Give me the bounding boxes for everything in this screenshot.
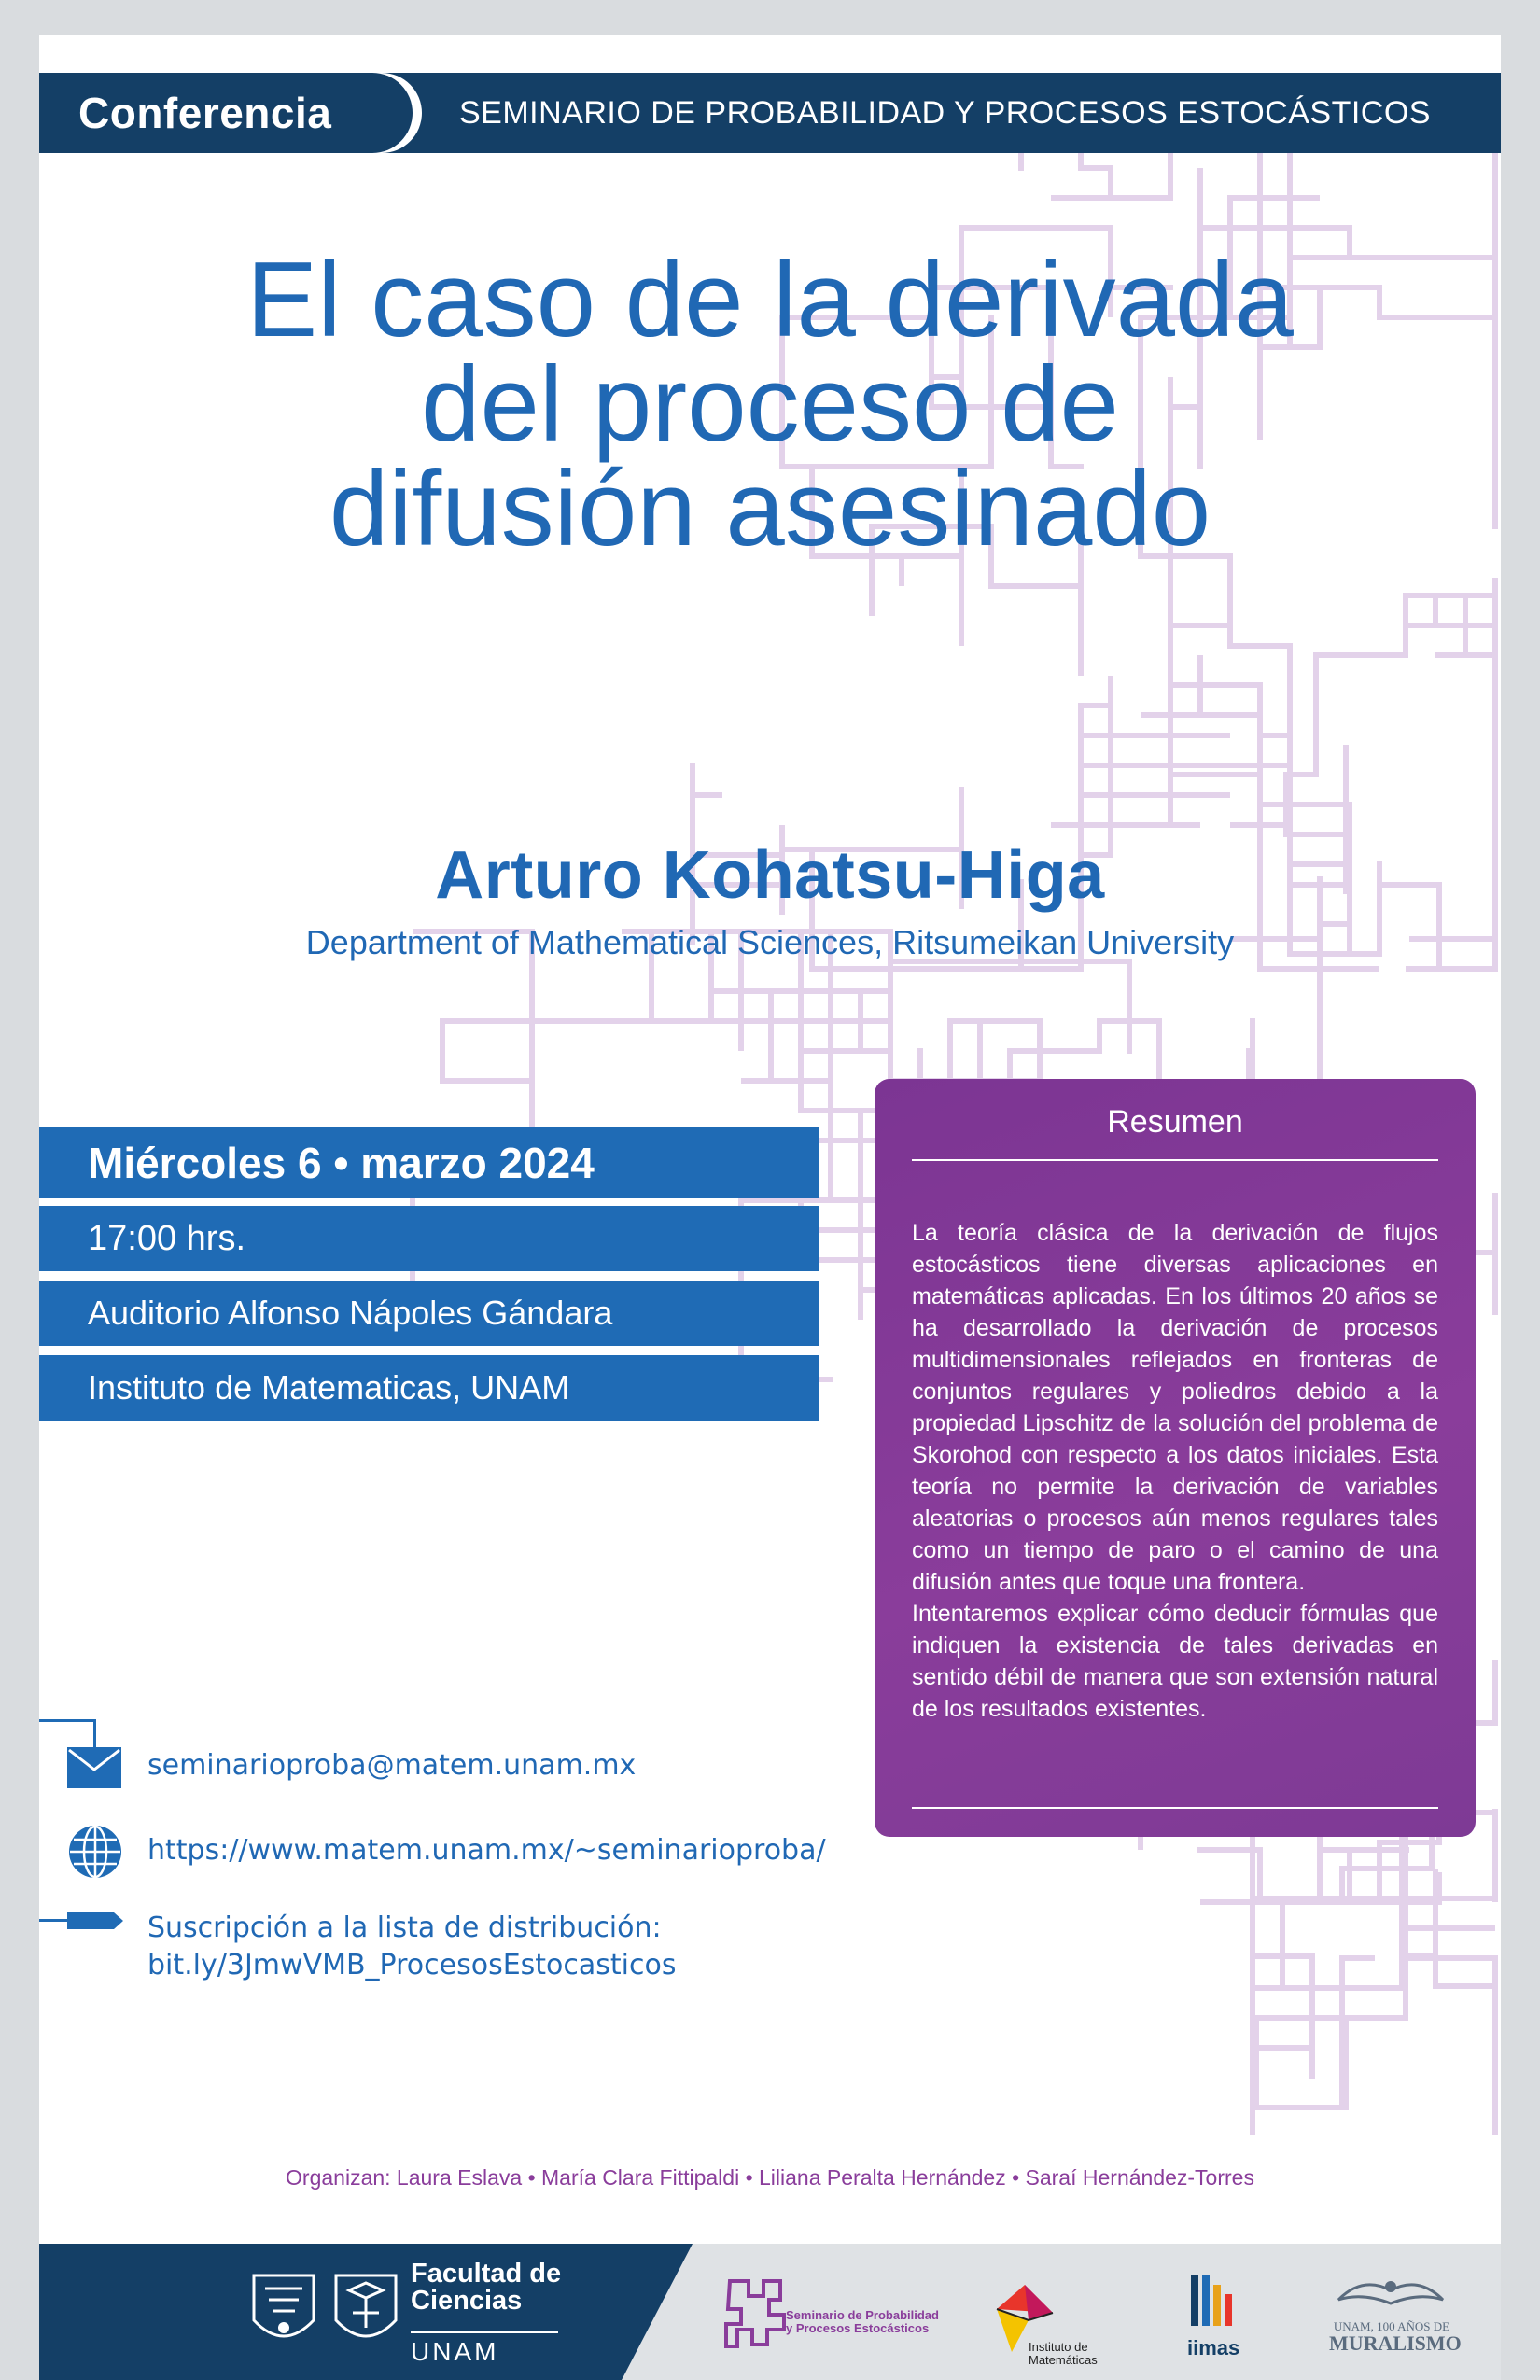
abstract-title: Resumen <box>1107 1104 1243 1140</box>
event-time: 17:00 hrs. <box>39 1206 819 1271</box>
unam-crest-icon <box>248 2270 319 2352</box>
seminar-logo-line: Seminario de Probabilidad <box>786 2308 939 2322</box>
muralismo-logo-icon <box>1335 2272 1447 2318</box>
speaker-name: Arturo Kohatsu-Higa <box>435 838 1105 913</box>
faculty-unam: UNAM <box>411 2337 499 2366</box>
faculty-crest-icon <box>330 2270 401 2352</box>
abstract-paragraph: La teoría clásica de la derivación de flujos estocásticos tiene diversas aplicaciones en matemáticas aplicadas. En los últimos 20 años se ha desarrollado la derivación de procesos multidimensionales reflejados en fronteras de conjuntos regulares y poliedros debido a la propiedad Lipschitz de la solución del problema de Skorohod con respecto a los datos iniciales. Esta teoría no permite la derivación de variables aleatorias o procesos aún menos regulares tales como un tiempo de paro o el camino de una difusión antes que toque una frontera. <box>912 1220 1438 1595</box>
contact-connector <box>39 1719 93 1722</box>
contact-connector <box>39 1919 67 1922</box>
contact-email[interactable]: seminarioproba@matem.unam.mx <box>147 1749 637 1782</box>
organizers-line: Organizan: Laura Eslava • María Clara Fittipaldi • Liliana Peralta Hernández • Saraí Hernández-Torres <box>286 2165 1254 2190</box>
muralismo-logo-text <box>1329 2319 1462 2355</box>
faculty-line: Ciencias <box>411 2286 523 2316</box>
event-date: Miércoles 6 • marzo 2024 <box>39 1127 819 1198</box>
seminar-logo-icon <box>721 2272 790 2358</box>
footer <box>39 2244 1501 2380</box>
im-logo-text <box>1029 2341 1098 2367</box>
abstract-bottom-rule <box>912 1807 1438 1809</box>
abstract-body <box>912 1217 1438 1725</box>
talk-title <box>39 241 1501 568</box>
iimas-logo-icon <box>1189 2274 1238 2328</box>
event-institution: Instituto de Matematicas, UNAM <box>39 1355 819 1421</box>
subscription-link[interactable]: bit.ly/3JmwVMB_ProcesosEstocasticos <box>147 1949 677 1981</box>
iimas-logo-text: iimas <box>1187 2336 1240 2359</box>
muralismo-line: MURALISMO <box>1329 2331 1462 2355</box>
abstract-paragraph: Intentaremos explicar cómo deducir fórmulas que indiquen la existencia de tales derivadas en sentido débil de manera que son extensión natural de los resultados existentes. <box>912 1601 1438 1722</box>
faculty-name <box>411 2261 561 2315</box>
abstract-box <box>875 1079 1476 1837</box>
globe-icon <box>67 1824 123 1880</box>
faculty-line: Facultad de <box>411 2259 562 2289</box>
title-line: del proceso de <box>421 345 1119 464</box>
title-line: difusión asesinado <box>329 450 1211 568</box>
faculty-rule <box>411 2331 558 2333</box>
contact-website[interactable]: https://www.matem.unam.mx/~seminarioproba/ <box>147 1834 826 1867</box>
seminar-name: SEMINARIO DE PROBABILIDAD Y PROCESOS ESTOCÁSTICOS <box>459 95 1431 131</box>
maze-path <box>1253 1809 1495 2135</box>
envelope-icon <box>67 1747 121 1788</box>
abstract-top-rule <box>912 1159 1438 1161</box>
muralismo-line: UNAM, 100 AÑOS DE <box>1333 2319 1450 2333</box>
title-line: El caso de la derivada <box>246 241 1294 359</box>
conference-label: Conferencia <box>78 89 332 137</box>
speaker-affiliation: Department of Mathematical Sciences, Ritsumeikan University <box>305 923 1235 961</box>
subscription-label: Suscripción a la lista de distribución: <box>147 1911 662 1944</box>
event-venue: Auditorio Alfonso Nápoles Gándara <box>39 1281 819 1346</box>
seminar-logo-line: y Procesos Estocásticos <box>786 2321 930 2335</box>
arrow-icon <box>67 1910 125 1932</box>
contact-connector <box>93 1719 96 1747</box>
im-logo-line: Instituto de <box>1029 2340 1088 2354</box>
seminar-logo-text <box>786 2309 939 2335</box>
poster <box>39 35 1501 2380</box>
im-logo-line: Matemáticas <box>1029 2353 1098 2367</box>
